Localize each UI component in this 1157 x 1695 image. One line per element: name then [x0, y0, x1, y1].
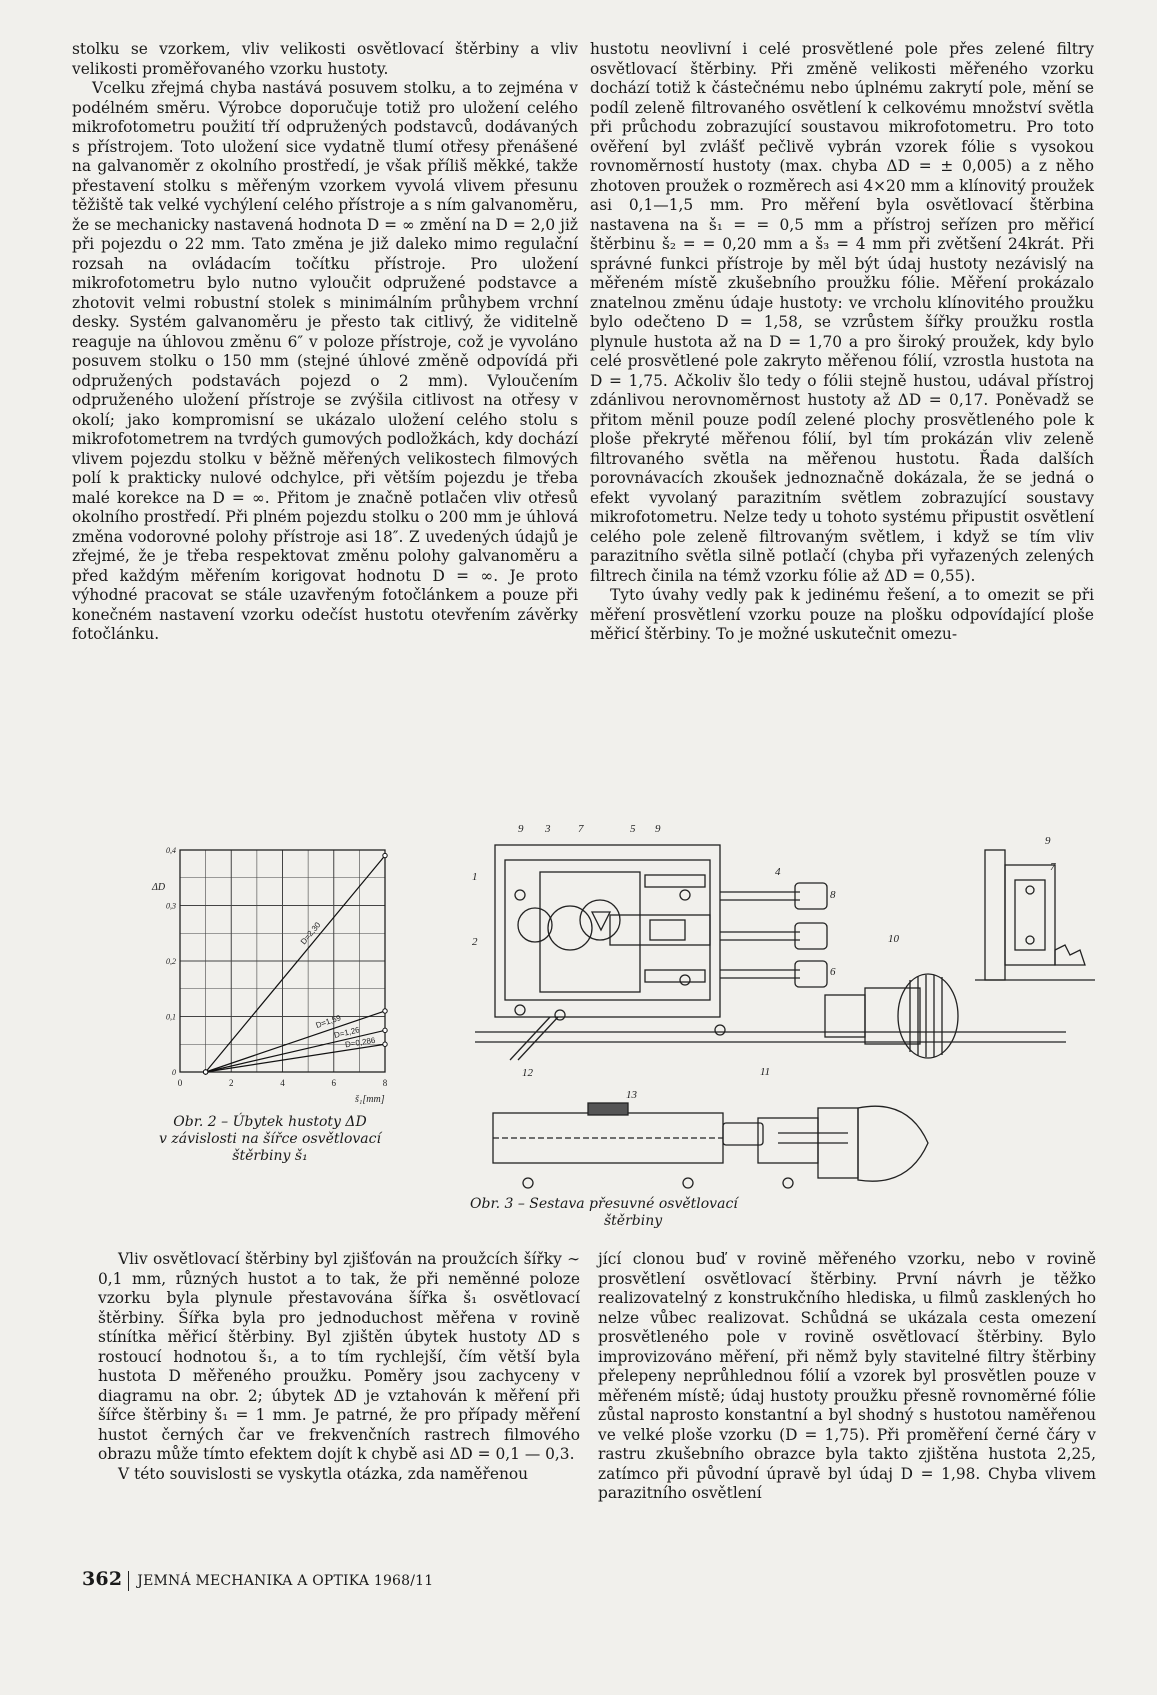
series-line	[206, 1030, 385, 1072]
caption-line: v závislosti na šířce osvětlovací	[159, 1131, 381, 1147]
caption-line: štěrbiny	[604, 1213, 663, 1229]
x-axis-label: š₁[mm]	[355, 1094, 385, 1105]
series-label: D=1,59	[314, 1013, 343, 1031]
part-label: 8	[830, 889, 836, 901]
x-tick-label: 8	[382, 1078, 388, 1088]
y-tick-label: 0,2	[166, 957, 176, 966]
data-point	[383, 1028, 387, 1032]
figure-3-drawing-side	[975, 830, 1095, 1000]
series-line	[206, 1044, 385, 1072]
x-tick-label: 0	[177, 1078, 183, 1088]
figure-3-caption	[470, 1196, 910, 1230]
series-label: D=1,26	[333, 1025, 361, 1040]
part-label: 3	[545, 823, 551, 835]
part-label: 12	[522, 1067, 533, 1079]
y-tick-label: 0	[172, 1068, 176, 1077]
part-label: 1	[472, 871, 478, 883]
data-point	[203, 1070, 207, 1074]
part-label: 2	[472, 936, 478, 948]
paragraph: jící clonou buď v rovině měřeného vzorku, nebo v rovině prosvětlení osvětlovací štěrbiny. První návrh je těžko realizovatelný z konstrukčního hlediska, u filmů zasklených ho nelze vůbec realizovat. Schůdná se ukázala cesta omezení prosvětleného pole v rovině osvětlovací štěrbiny. Bylo improvizováno měření, při němž byly stavitelné filtry štěrbiny přelepeny neprůhlednou fólií a vzorek byl prosvětlen pouze v měřeném místě; údaj hustoty proužku přesně rovnoměrné fólie zůstal naprosto konstantní a byl shodný s hustotou naměřenou ve velké ploše vzorku (D = 1,75). Při proměření černé čáry v rastru zkušebního obrazce byla takto zjištěna hustota 2,25, zatímco při původní úpravě byl údaj D = 1,98. Chyba vlivem parazitního osvětlení	[598, 1250, 1096, 1502]
figure-2-caption	[150, 1114, 390, 1165]
section-drawing	[488, 1088, 948, 1203]
part-label: 11	[760, 1066, 771, 1078]
series-label: D=2,30	[298, 920, 323, 947]
footer-divider	[128, 1571, 129, 1591]
y-tick-label: 0,4	[166, 846, 176, 855]
figure-2-chart	[150, 830, 410, 1105]
x-tick-label: 4	[280, 1078, 285, 1088]
paragraph: Tyto úvahy vedly pak k jedinému řešení, a to omezit se při měření prosvětlení vzorku pouze na plošku odpovídající ploše měřicí štěrbiny. To je možné uskutečnit omezu-	[590, 586, 1094, 643]
data-point	[383, 1009, 387, 1013]
part-label: 9	[655, 823, 661, 835]
paragraph: Vcelku zřejmá chyba nastává posuvem stolku, a to zejména v podélném směru. Výrobce doporučuje totiž pro uložení celého mikrofotometru použití tří odpružených podstavců, dodávaných s přístrojem. Toto uložení sice vydatně tlumí otřesy přenášené na galvanoměr z okolního prostředí, je však příliš měkké, takže přestavení stolku s měřeným vzorkem vyvolá vlivem přesunu těžiště tak velké vychýlení celého přístroje a s ním galvanoměru, že se mechanicky nastavená hodnota D = ∞ změní na D = 2,0 již při pojezdu o 22 mm. Tato změna je již daleko mimo regulační rozsah na ovládacím točítku přístroje. Pro uložení mikrofotometru bylo nutno vyloučit odpružené podstavce a zhotovit velmi robustní stolek s minimálním průhybem vrchní desky. Systém galvanoměru je přesto tak citlivý, že viditelně reaguje na úhlovou změnu 6″ v poloze přístroje, což je vyvoláno posuvem stolku o 150 mm (stejné úhlové změně odpovídá při odpružených podstavách pojezd o 2 mm). Vyloučením odpruženého uložení přístroje se zvýšila citlivost na otřesy v okolí; jako kompromisní se ukázalo uložení celého stolu s mikrofotometrem na tvrdých gumových podložkách, kdy dochází vlivem pojezdu stolku v běžně měřených velikostech filmových polí k prakticky nulové odchylce, při větším pojezdu je třeba malé korekce na D = ∞. Přitom je značně potlačen vliv otřesů okolního prostředí. Při plném pojezdu stolku o 200 mm je úhlová změna vodorovné polohy přístroje asi 18″. Z uvedených údajů je zřejmé, že je třeba respektovat změnu polohy galvanoměru a před každým měřením korigovat hodnotu D = ∞. Je proto výhodné pracovat se stále uzavřeným fotočlánkem a pouze při konečném nastavení vzorku odečíst hustotu otevřením závěrky fotočlánku.	[72, 79, 578, 643]
part-label: 7	[1050, 861, 1056, 873]
journal-name: JEMNÁ MECHANIKA A OPTIKA 1968/11	[137, 1573, 434, 1589]
y-tick-label: 0,3	[166, 901, 176, 911]
page-number: 362	[82, 1568, 123, 1590]
part-label: 9	[518, 823, 524, 835]
figure-3-drawing-section	[488, 1088, 948, 1203]
column-left-top	[72, 40, 578, 645]
part-label: 13	[626, 1089, 637, 1101]
x-tick-label: 2	[229, 1078, 234, 1088]
caption-line: Obr. 2 – Úbytek hustoty ΔD	[173, 1114, 367, 1130]
part-label: 9	[1045, 835, 1051, 847]
side-drawing	[975, 830, 1095, 1000]
y-tick-label: 0,1	[166, 1012, 176, 1022]
part-label: 4	[775, 866, 781, 878]
column-right-top	[590, 40, 1094, 645]
part-label: 5	[630, 823, 636, 835]
data-point	[383, 1042, 387, 1046]
data-point	[383, 853, 387, 857]
column-right-bottom	[598, 1250, 1096, 1504]
y-axis-label: ΔD	[152, 882, 166, 893]
page-footer	[82, 1568, 433, 1591]
series-label: D=0,286	[344, 1035, 376, 1050]
caption-line: Obr. 3 – Sestava přesuvné osvětlovací	[470, 1196, 738, 1212]
part-label: 10	[888, 933, 899, 945]
caption-line: štěrbiny š₁	[232, 1148, 308, 1164]
paragraph: hustotu neovlivní i celé prosvětlené pole přes zelené filtry osvětlovací štěrbiny. Při změně velikosti měřeného vzorku dochází totiž k částečnému nebo úplnému zakrytí pole, mění se podíl zeleně filtrovaného osvětlení k celkovému množství světla při průchodu zobrazující soustavou mikrofotometru. Pro toto ověření byl zvlášť pečlivě vybrán vzorek fólie s vysokou rovnoměrností hustoty (max. chyba ΔD = ± 0,005) a z něho zhotoven proužek o rozměrech asi 4×20 mm a klínovitý proužek asi 0,1—1,5 mm. Pro měření byla osvětlovací štěrbina nastavena na š₁ = = 0,5 mm a přístroj seřízen pro měřicí štěrbinu š₂ = = 0,20 mm a š₃ = 4 mm při zvětšení 24krát. Při správné funkci přístroje by měl být údaj hustoty nezávislý na měřeném místě zkušebního proužku fólie. Měření prokázalo znatelnou změnu údaje hustoty: ve vrcholu klínovitého proužku bylo odečteno D = 1,58, se vzrůstem šířky proužku rostla plynule hustota až na D = 1,70 a pro široký proužek, kdy bylo celé prosvětlené pole zakryto měřenou fólií, vzrostla hustota na D = 1,75. Ačkoliv šlo tedy o fólii stejně hustou, udával přístroj zdánlivou nerovnoměrnost hustoty až ΔD = 0,17. Poněvadž se přitom měnil pouze podíl zelené plochy prosvětleného pole k ploše překryté měřenou fólií, byl tím prokázán vliv zeleně filtrovaného světla na měřenou hustotu. Řada dalších porovnávacích zkoušek jednoznačně dokázala, že se jedná o efekt vyvolaný parazitním světlem zobrazující soustavy mikrofotometru. Nelze tedy u tohoto systému připustit osvětlení celého pole zeleně filtrovaným světlem, i když se tím vliv parazitního světla silně potlačí (chyba při vyřazených zelených filtrech činila na témž vzorku fólie až ΔD = 0,55).	[590, 40, 1094, 585]
paragraph: Vliv osvětlovací štěrbiny byl zjišťován na proužcích šířky ∼ 0,1 mm, různých hustot a to tak, že při neměnné poloze vzorku byla plynule přestavována šířka š₁ osvětlovací štěrbiny. Šířka byla pro jednoduchost měřena v rovině stínítka měřicí štěrbiny. Byl zjištěn úbytek hustoty ΔD s rostoucí hodnotou š₁, a to tím rychlejší, čím větší byla hustota D měřeného proužku. Poměry jsou zachyceny v diagramu na obr. 2; úbytek ΔD je vztahován k měření při šířce štěrbiny š₁ = 1 mm. Je patrné, že pro případy měření hustot černých čar ve frekvenčních rastrech filmového obrazu může tímto efektem dojít k chybě asi ΔD = 0,1 — 0,3.	[98, 1250, 580, 1463]
column-left-bottom	[98, 1250, 580, 1484]
part-label: 7	[578, 823, 584, 835]
x-tick-label: 6	[331, 1078, 336, 1088]
part-label: 6	[830, 966, 836, 978]
chart-svg	[150, 830, 410, 1105]
paragraph: V této souvislosti se vyskytla otázka, zda naměřenou	[118, 1464, 529, 1483]
paragraph: stolku se vzorkem, vliv velikosti osvětlovací štěrbiny a vliv velikosti proměřovaného vzorku hustoty.	[72, 40, 578, 78]
